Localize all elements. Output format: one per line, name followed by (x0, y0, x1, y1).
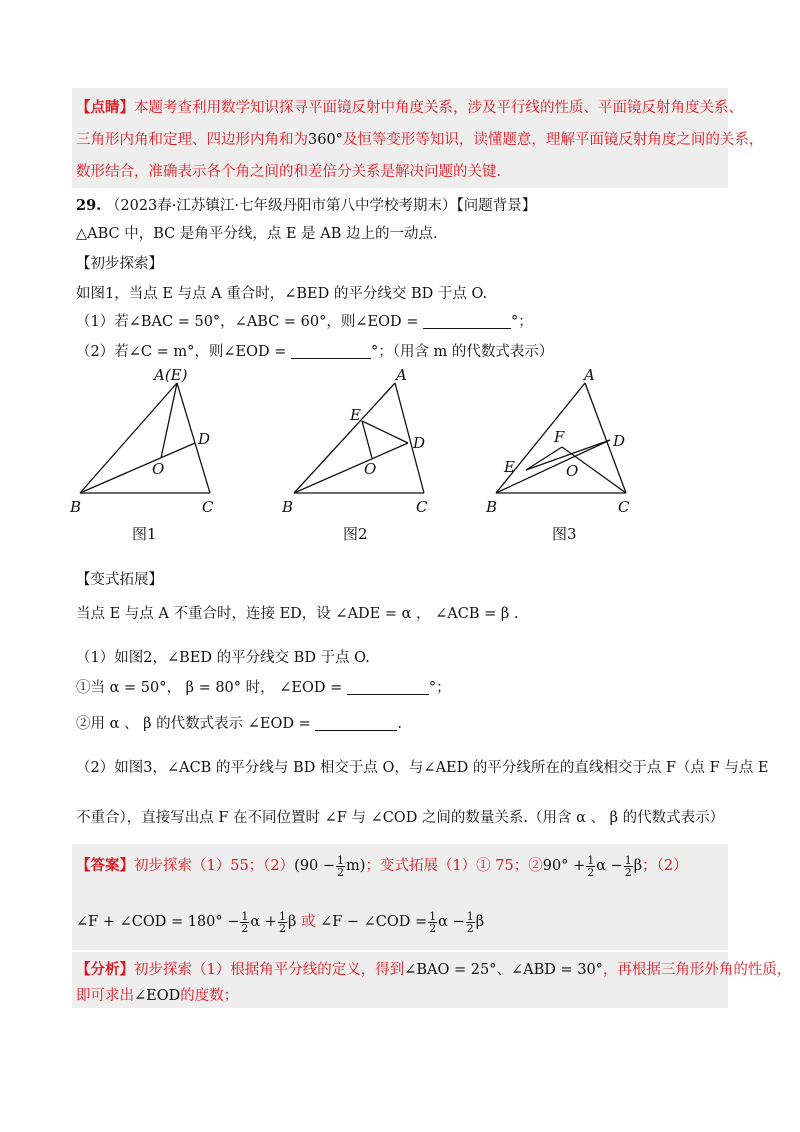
fig3-label-f: F (554, 428, 565, 446)
note-line-2: 三角形内角和定理、四边形内角和为360°及恒等变形等知识，读懂题意，理解平面镜反射角度之间的关系， (76, 132, 764, 148)
fig2-label-c: C (416, 498, 428, 516)
ext-q1-b: ②用 α 、 β 的代数式表示 ∠EOD = . (76, 716, 402, 732)
analysis-box (72, 952, 792, 1008)
analysis-tag: 【分析】 (76, 961, 134, 978)
figure-3-caption: 图3 (552, 525, 577, 543)
note-line-3: 数形结合，准确表示各个角之间的和差倍分关系是解决问题的关键. (76, 164, 502, 180)
fig3-label-b: B (486, 498, 498, 516)
problem-header: 29. （2023春·江苏镇江·七年级丹阳市第八中学校考期末）【问题背景】 (76, 197, 537, 214)
fig3-label-o: O (566, 462, 579, 480)
ext-q2-line-1: （2）如图3，∠ACB 的平分线与 BD 相交于点 O，与∠AED 的平分线所在的直线相交于点 F（点 F 与点 E (76, 760, 769, 776)
fraction: $\frac{1}{2}$ (429, 909, 437, 935)
analysis-line-2: 即可求出∠EOD的度数； (76, 988, 239, 1004)
fraction: $\frac{1}{2}$ (624, 853, 632, 879)
fig1-segment-eo (161, 383, 177, 458)
explore-intro: 如图1，当点 E 与点 A 重合时，∠BED 的平分线交 BD 于点 O. (76, 286, 488, 302)
fig1-label-d: D (198, 430, 211, 448)
fraction: $\frac{1}{2}$ (241, 909, 249, 935)
answer-line-2: ∠F + ∠COD = 180° − $\frac{1}{2}$ α + $\frac{1}{2}$ β 或 ∠F − ∠COD = $\frac{1}{2}$ α − $\frac{1}{2}$ β (76, 909, 485, 935)
analysis-line-1: 【分析】初步探索（1）根据角平分线的定义，得到∠BAO = 25°、∠ABD = 30°，再根据三角形外角的性质， (76, 961, 792, 978)
problem-statement: △ABC 中，BC 是角平分线，点 E 是 AB 边上的一动点. (76, 226, 438, 242)
fig3-label-c: C (618, 498, 630, 516)
fig2-label-d: D (413, 434, 426, 452)
figure-3 (480, 360, 650, 520)
fig2-label-e: E (350, 406, 361, 424)
fig1-segment-bd (80, 443, 195, 493)
question-1: （1）若∠BAC = 50°，∠ABC = 60°，则∠EOD = °； (76, 314, 533, 330)
answer-box (72, 844, 728, 950)
explore-title: 【初步探索】 (76, 256, 163, 272)
fig1-label-b: B (70, 498, 82, 516)
fig3-label-a: A (584, 366, 595, 384)
fig1-label-a: A(E) (154, 366, 188, 384)
fraction: $\frac{1}{2}$ (466, 909, 474, 935)
ext-title: 【变式拓展】 (76, 572, 163, 588)
figure-2 (278, 360, 448, 520)
note-box (72, 88, 764, 188)
note-line-1: 【点睛】本题考查利用数学知识探寻平面镜反射中角度关系，涉及平行线的性质、平面镜反射角度关系、 (76, 99, 743, 116)
note-tag: 【点睛】 (76, 99, 134, 116)
ext-q2-line-2: 不重合），直接写出点 F 在不同位置时 ∠F 与 ∠COD 之间的数量关系.（用含 α 、 β 的代数式表示） (76, 810, 725, 826)
answer-blank (291, 344, 371, 359)
figure-2-caption: 图2 (343, 525, 368, 543)
answer-tag: 【答案】 (76, 857, 134, 874)
question-2: （2）若∠C = m°，则∠EOD = °；（用含 m 的代数式表示） (76, 344, 554, 360)
fraction: $\frac{1}{2}$ (278, 909, 286, 935)
answer-blank (423, 314, 511, 329)
fig2-segment-eo (362, 421, 372, 458)
fig3-label-e: E (504, 458, 515, 476)
ext-q1-intro: （1）如图2，∠BED 的平分线交 BD 于点 O. (76, 650, 370, 666)
fig1-label-o: O (152, 460, 165, 478)
fig2-side-ab (294, 383, 395, 493)
fig3-label-d: D (613, 432, 626, 450)
fraction: $\frac{1}{2}$ (337, 853, 345, 879)
fraction: $\frac{1}{2}$ (587, 853, 595, 879)
figure-1 (66, 360, 236, 520)
answer-blank (347, 680, 429, 695)
fig2-segment-bd (294, 443, 408, 493)
fig2-label-a: A (396, 366, 407, 384)
answer-line-1: 【答案】初步探索（1）55；（2）(90 − $\frac{1}{2}$ m)；变式拓展（1）① 75；②90° + $\frac{1}{2}$ α − $\frac{1}{2}$ β；（2） (76, 853, 688, 879)
answer-blank (315, 716, 397, 731)
ext-intro: 当点 E 与点 A 不重合时，连接 ED，设 ∠ADE = α ， ∠ACB = β . (76, 606, 519, 622)
fig2-label-o: O (364, 460, 377, 478)
figure-1-caption: 图1 (132, 525, 157, 543)
ext-q1-a: ①当 α = 50°， β = 80° 时， ∠EOD = °； (76, 680, 451, 696)
fig2-segment-ed (362, 421, 408, 443)
fig2-label-b: B (282, 498, 294, 516)
fig1-label-c: C (202, 498, 214, 516)
